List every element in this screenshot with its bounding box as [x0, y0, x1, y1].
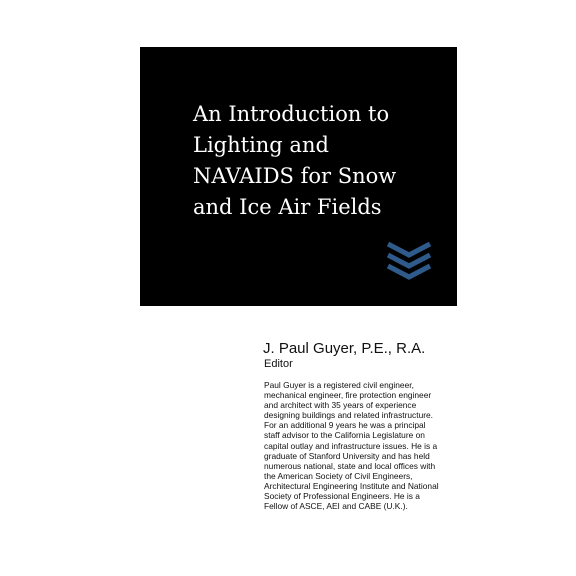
bio-line: mechanical engineer, fire protection engineer [264, 390, 432, 401]
bio-line: Architectural Engineering Institute and National [264, 480, 439, 491]
bio-line: and architect with 35 years of experience [264, 400, 417, 411]
title-line: An Introduction to [193, 102, 390, 126]
title-line: Lighting and [193, 133, 329, 157]
title-line: and Ice Air Fields [193, 195, 382, 219]
bio-line: For an additional 9 years he was a principal [264, 420, 426, 431]
author-role: Editor [264, 358, 293, 370]
cover-panel [140, 47, 457, 306]
triple-chevron-down-icon [386, 240, 432, 282]
bio-line: Paul Guyer is a registered civil engineer, [264, 380, 414, 390]
bio-line: the American Society of Civil Engineers, [264, 470, 413, 481]
bio-line: Society of Professional Engineers. He is a [264, 491, 420, 502]
author-bio [264, 380, 464, 511]
bio-line: graduate of Stanford University and has held [264, 450, 430, 461]
bio-line: numerous national, state and local offices with [264, 460, 436, 471]
author-name: J. Paul Guyer, P.E., R.A. [263, 340, 426, 357]
bio-line: designing buildings and related infrastructure. [264, 410, 434, 421]
title-line: NAVAIDS for Snow [193, 164, 397, 188]
chevron-stroke [388, 244, 430, 255]
bio-line: staff advisor to the California Legislature on [264, 430, 425, 441]
bio-line: Fellow of ASCE, AEI and CABE (U.K.). [264, 501, 408, 512]
bio-line: capital outlay and infrastructure issues. He is a [264, 440, 438, 451]
book-title [193, 99, 448, 223]
